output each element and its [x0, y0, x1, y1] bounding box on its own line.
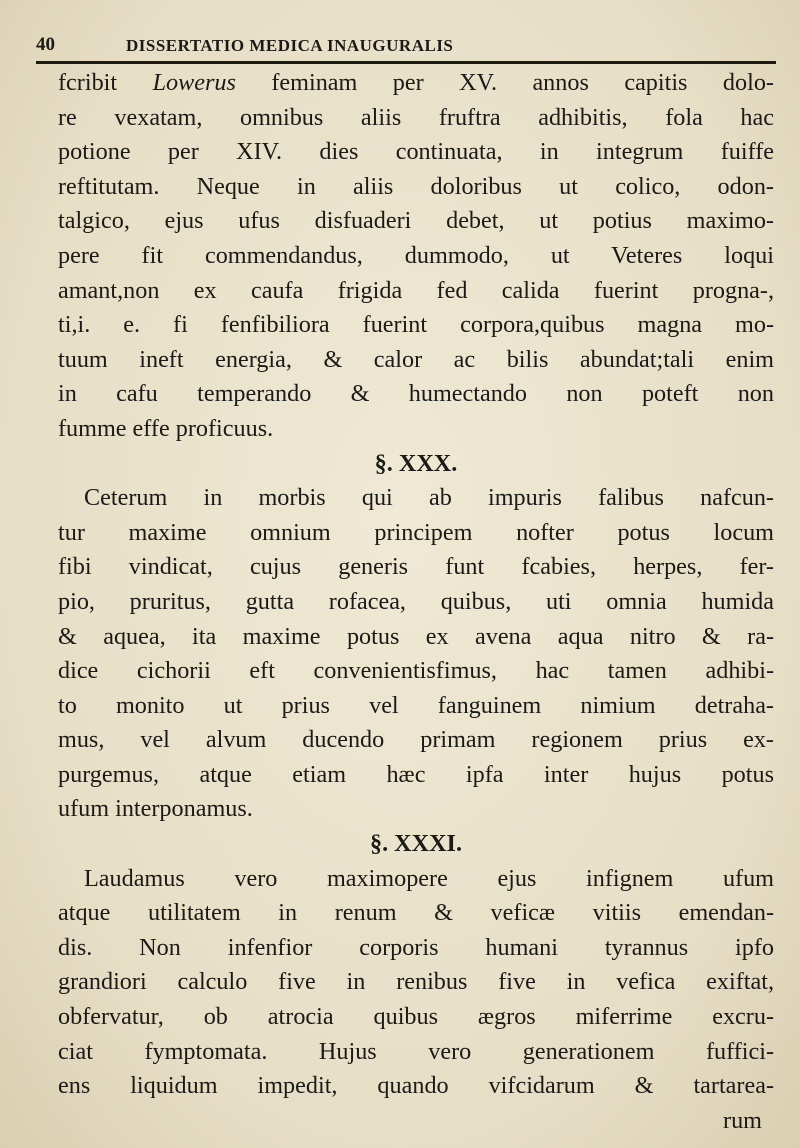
section-heading: §. XXX.	[374, 449, 458, 477]
text-line: ti,i. e. fi fenfibiliora fuerint corpora,quibus magna mo-	[58, 311, 774, 339]
page-number: 40	[36, 34, 55, 55]
body-text	[58, 66, 774, 1138]
section-heading: §. XXXI.	[369, 830, 463, 858]
text-line: tur maxime omnium principem nofter potus locum	[58, 518, 774, 546]
catchword: rum	[723, 1106, 762, 1134]
text-line: tuum ineft energia, & calor ac bilis abundat;tali enim	[58, 345, 774, 373]
text-line: mus, vel alvum ducendo primam regionem prius ex-	[58, 726, 774, 754]
text-line: grandiori calculo five in renibus five in vefica exiftat,	[58, 968, 774, 996]
text-line: pere fit commendandus, dummodo, ut Veteres loqui	[58, 241, 774, 269]
text-line: fibi vindicat, cujus generis funt fcabies, herpes, fer-	[58, 553, 774, 581]
text-line: obfervatur, ob atrocia quibus ægros miferrime excru-	[58, 1003, 774, 1031]
text-line: dis. Non infenfior corporis humani tyrannus ipfo	[58, 933, 774, 961]
text-line: to monito ut prius vel fanguinem nimium detraha-	[58, 691, 774, 719]
text-line: Laudamus vero maximopere ejus infignem ufum	[84, 864, 774, 892]
text-line: purgemus, atque etiam hæc ipfa inter hujus potus	[58, 760, 774, 788]
text-line: ens liquidum impedit, quando vifcidarum & tartarea-	[58, 1072, 774, 1100]
text-line: ufum interponamus.	[58, 795, 253, 823]
text-line: atque utilitatem in renum & veficæ vitiis emendan-	[58, 899, 774, 927]
text-line: ciat fymptomata. Hujus vero generationem fuffici-	[58, 1037, 774, 1065]
text-line: re vexatam, omnibus aliis fruftra adhibitis, fola hac	[58, 103, 774, 131]
running-title: DISSERTATIO MEDICA INAUGURALIS	[126, 36, 454, 55]
text-line: in cafu temperando & humectando non poteft non	[58, 380, 774, 408]
text-line: amant,non ex caufa frigida fed calida fuerint progna-,	[58, 276, 774, 304]
text-line: dice cichorii eft convenientisfimus, hac tamen adhibi-	[58, 657, 774, 685]
text-line: fcribit Lowerus feminam per XV. annos capitis dolo-	[58, 69, 774, 96]
page-header	[36, 34, 776, 56]
text-line: fumme effe proficuus.	[58, 414, 274, 442]
text-line: Ceterum in morbis qui ab impuris falibus nafcun-	[84, 484, 774, 512]
text-line: reftitutam. Neque in aliis doloribus ut colico, odon-	[58, 172, 774, 200]
text-line: pio, pruritus, gutta rofacea, quibus, uti omnia humida	[58, 587, 774, 615]
text-line: talgico, ejus ufus disfuaderi debet, ut potius maximo-	[58, 207, 774, 235]
text-line: & aquea, ita maxime potus ex avena aqua nitro & ra-	[58, 622, 774, 650]
text-line: potione per XIV. dies continuata, in integrum fuiffe	[58, 138, 774, 166]
header-rule	[36, 61, 776, 64]
